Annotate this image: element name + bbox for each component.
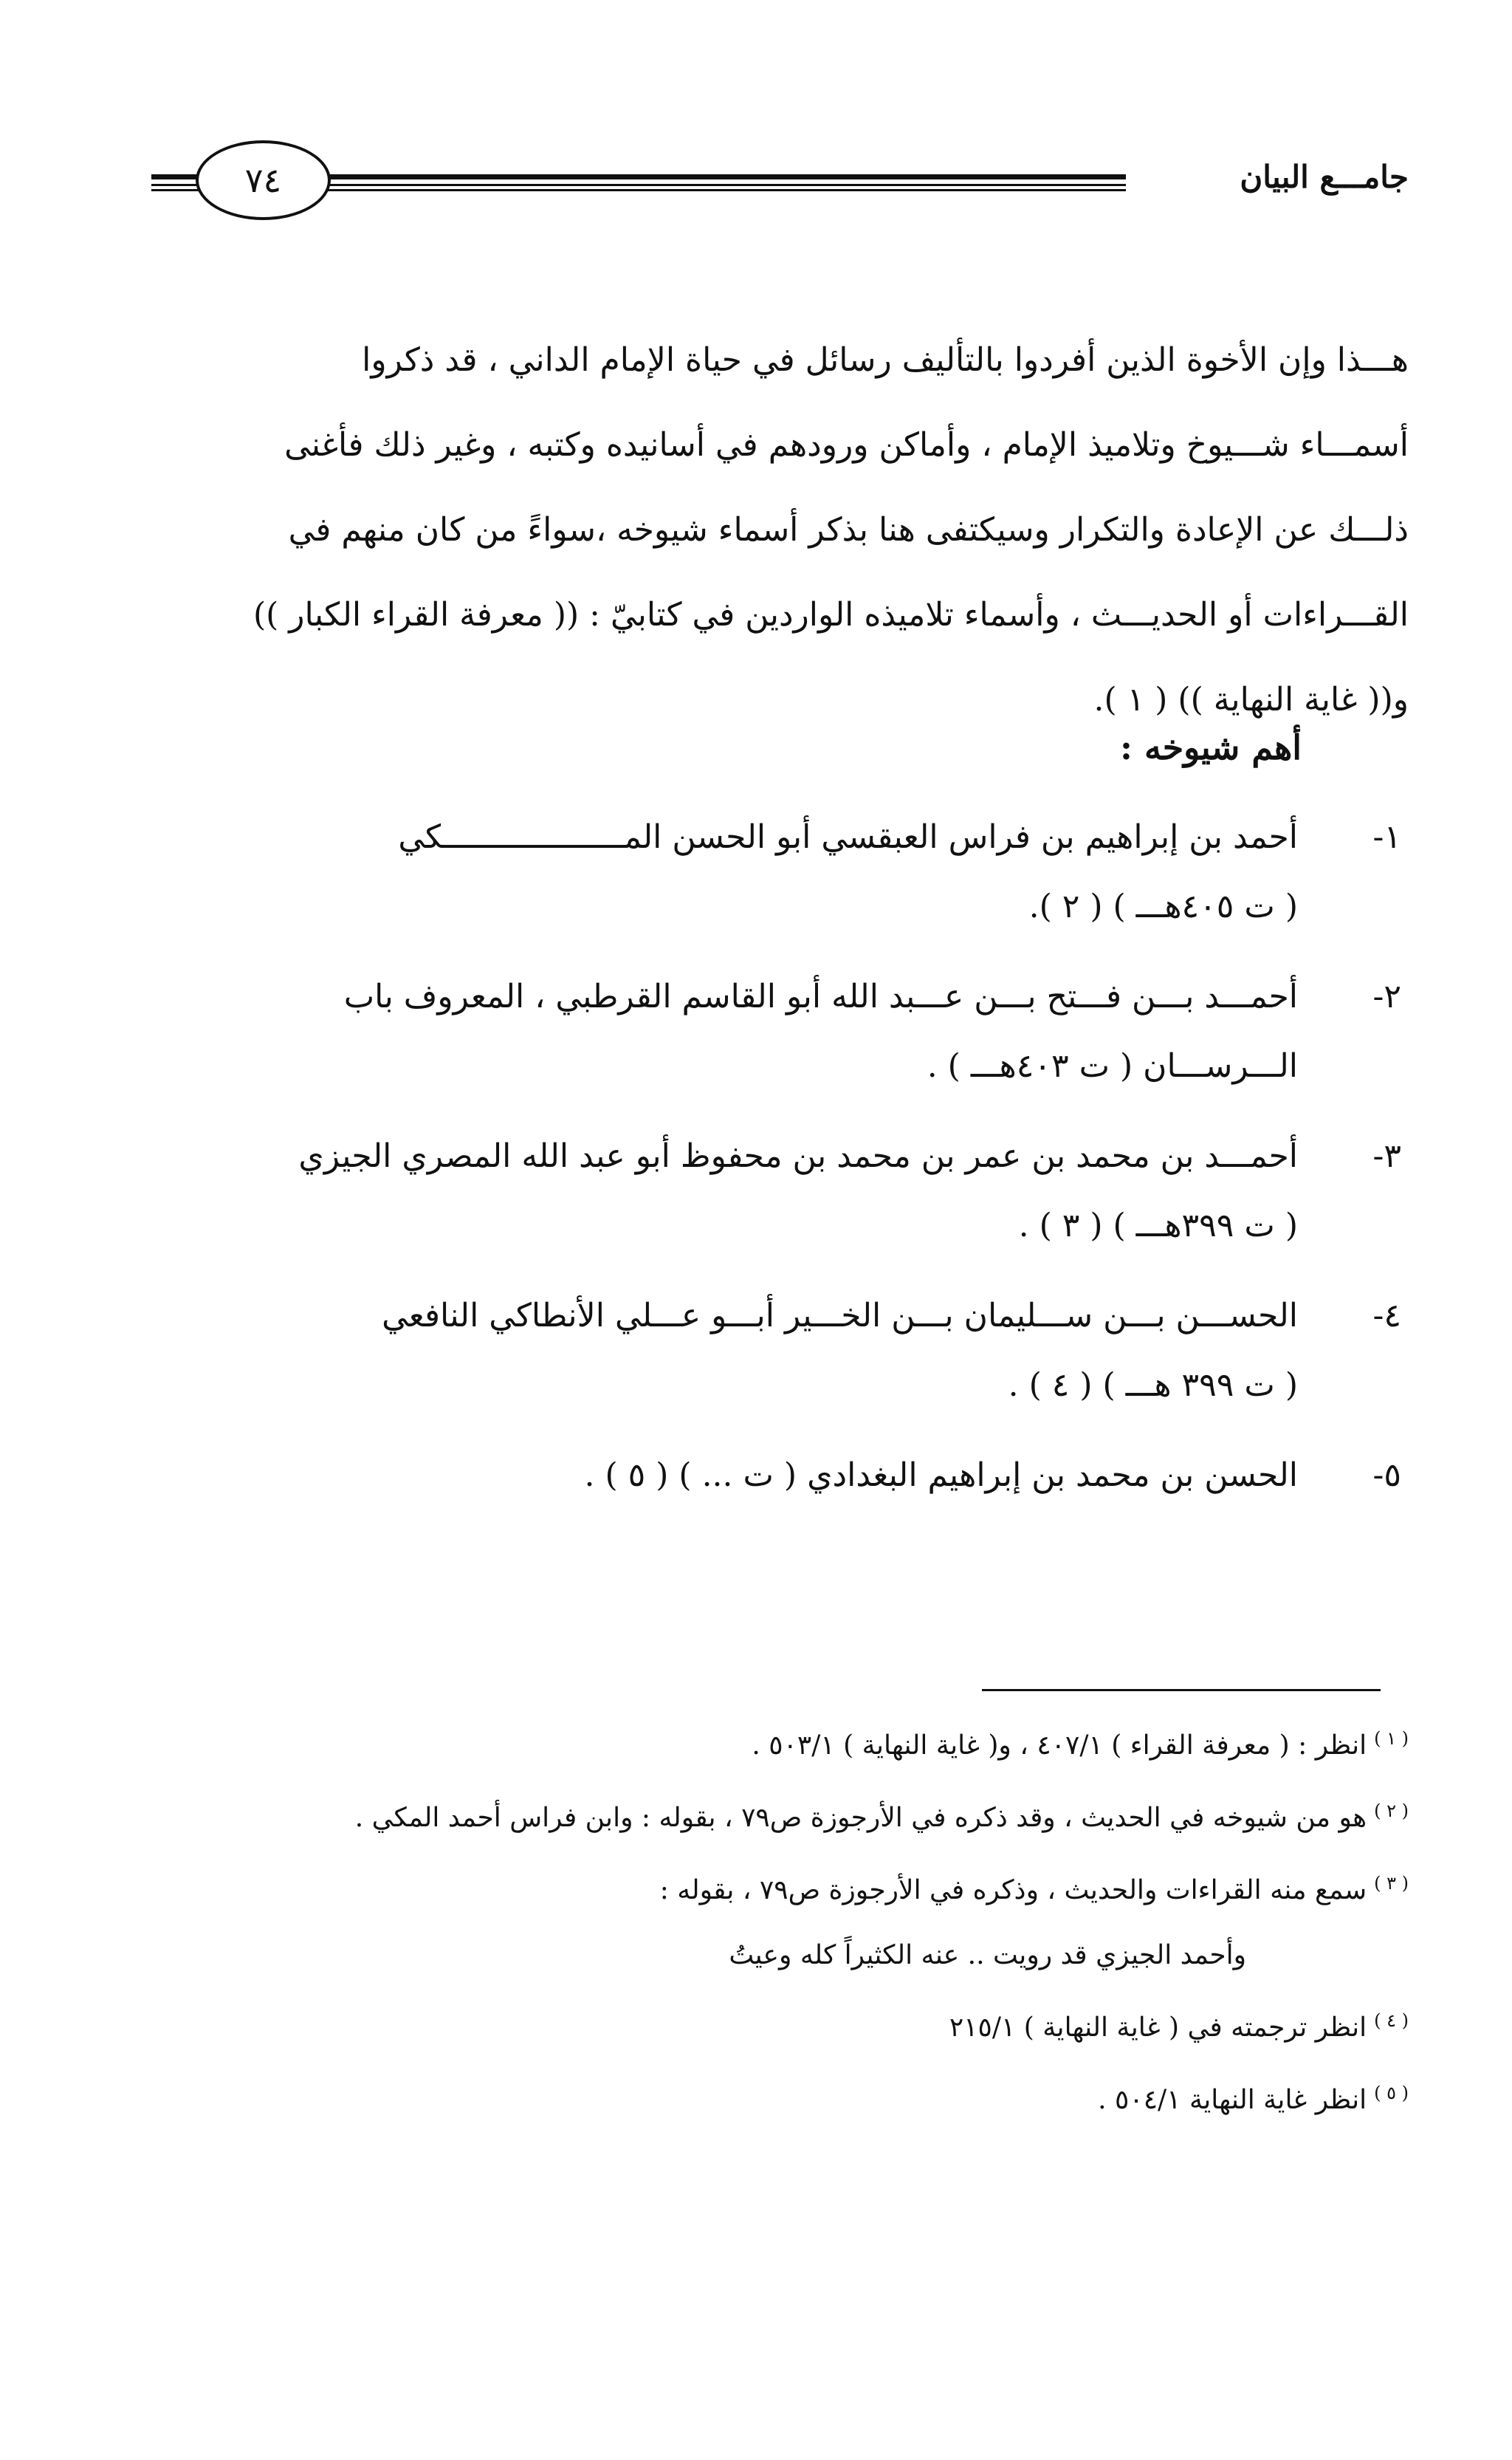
body-paragraph	[170, 318, 1409, 742]
teacher-name: أحمد بن إبراهيم بن فراس العبقسي أبو الحسن المـــــــــــــــــــكي	[398, 818, 1298, 856]
footnote-mark: ( ١ )	[1374, 1728, 1409, 1749]
teacher-death-date: الـــرســـان ( ت ٤٠٣هـــ ) .	[927, 1047, 1298, 1085]
page-number: ٧٤	[196, 140, 331, 220]
body-line: ذلـــك عن الإعادة والتكرار وسيكتفى هنا بذكر أسماء شيوخه ،سواءً من كان منهم في	[288, 511, 1409, 549]
teacher-name: الحسن بن محمد بن إبراهيم البغدادي ( ت ... ) ( ٥ ) .	[584, 1456, 1298, 1494]
footnote-text: انظر غاية النهاية ٥٠٤/١ .	[1098, 2085, 1367, 2115]
list-item	[170, 1280, 1401, 1419]
list-item-number: ٣-	[1372, 1137, 1401, 1175]
footnotes	[170, 1706, 1409, 2133]
list-item	[170, 1120, 1401, 1259]
teacher-name: أحمـــد بـــن فـــتح بـــن عـــبد الله أبو القاسم القرطبي ، المعروف باب	[343, 978, 1298, 1015]
list-item-number: ١-	[1372, 818, 1401, 856]
list-item	[170, 1439, 1401, 1512]
footnote-mark: ( ٤ )	[1374, 2010, 1409, 2031]
teacher-death-date: ( ت ٣٩٩ هـــ ) ( ٤ ) .	[1008, 1366, 1298, 1404]
teacher-name: أحمـــد بن محمد بن عمر بن محمد بن محفوظ أبو عبد الله المصري الجيزي	[298, 1137, 1298, 1175]
footnote-mark: ( ٣ )	[1374, 1873, 1409, 1894]
footnote-text: انظر : ( معرفة القراء ) ٤٠٧/١ ، و( غاية النهاية ) ٥٠٣/١ .	[752, 1730, 1367, 1761]
footnote	[170, 1851, 1409, 1923]
footnote-mark: ( ٥ )	[1374, 2083, 1409, 2103]
footnote	[170, 1988, 1409, 2060]
body-line: و(( غاية النهاية )) ( ١ ).	[1093, 681, 1409, 719]
footnote	[170, 1706, 1409, 1778]
list-item-number: ٥-	[1372, 1456, 1401, 1494]
teacher-death-date: ( ت ٤٠٥هـــ ) ( ٢ ).	[1028, 888, 1298, 925]
footnote	[170, 1778, 1409, 1851]
section-heading: أهم شيوخه :	[1120, 727, 1302, 767]
footnote	[170, 2060, 1409, 2133]
footnote-text: انظر ترجمته في ( غاية النهاية ) ٢١٥/١	[949, 2012, 1367, 2043]
teacher-death-date: ( ت ٣٩٩هـــ ) ( ٣ ) .	[1018, 1207, 1298, 1244]
footnote-mark: ( ٢ )	[1374, 1801, 1409, 1821]
list-item	[170, 801, 1401, 940]
footnote-text: وأحمد الجيزي قد رويت .. عنه الكثيراً كله وعيتُ	[729, 1940, 1246, 1970]
teachers-list	[170, 801, 1401, 1532]
footnote-separator	[982, 1689, 1381, 1691]
footnote-text: سمع منه القراءات والحديث ، وذكره في الأرجوزة ص٧٩ ، بقوله :	[659, 1875, 1367, 1905]
running-title: جامـــع البيان	[1240, 159, 1409, 195]
list-item-number: ٢-	[1372, 978, 1401, 1015]
list-item-number: ٤-	[1372, 1297, 1401, 1335]
body-line: القـــراءات أو الحديـــث ، وأسماء تلاميذه الواردين في كتابيّ : (( معرفة القراء الكبار ))	[252, 596, 1409, 634]
body-line: أسمـــاء شـــيوخ وتلاميذ الإمام ، وأماكن ورودهم في أسانيده وكتبه ، وغير ذلك فأغنى	[284, 426, 1409, 464]
teacher-name: الحســـن بـــن ســـليمان بـــن الخـــير أبـــو عـــلي الأنطاكي النافعي	[382, 1297, 1298, 1335]
footnote-text: هو من شيوخه في الحديث ، وقد ذكره في الأرجوزة ص٧٩ ، بقوله : وابن فراس أحمد المكي .	[354, 1803, 1367, 1833]
footnote-verse	[170, 1923, 1409, 1988]
list-item	[170, 961, 1401, 1100]
body-line: هـــذا وإن الأخوة الذين أفردوا بالتأليف رسائل في حياة الإمام الداني ، قد ذكروا	[362, 341, 1409, 379]
